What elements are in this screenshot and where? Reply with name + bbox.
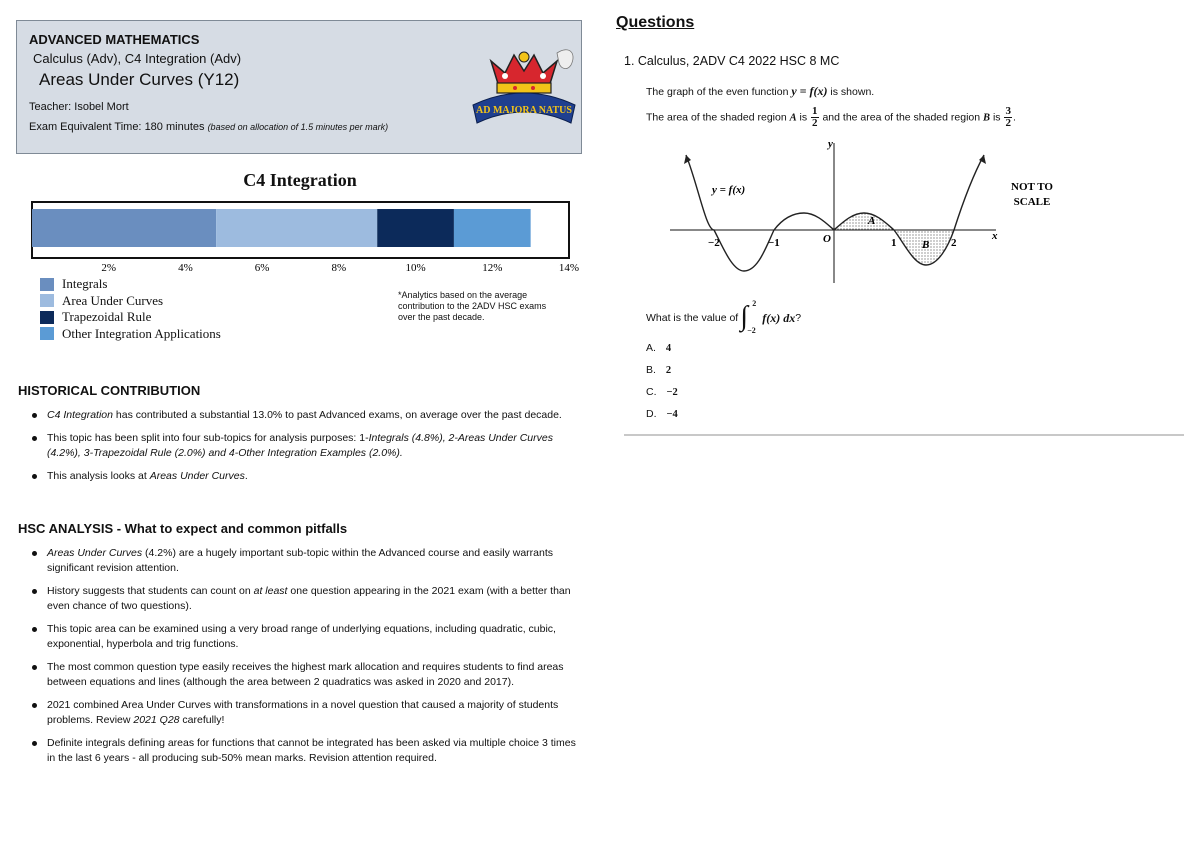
curve-arrow-left	[684, 155, 691, 164]
school-crest-logo	[469, 43, 579, 138]
not-to-scale-line-1: NOT TO	[1011, 181, 1053, 193]
list-item: This topic has been split into four sub-topics for analysis purposes: 1-Integrals (4.8%), 2-Areas Under Curves (4.2%), 3-Trapezoidal Rule (2.0%) and 4-Other Integration Examples (2.0%).	[30, 431, 580, 461]
question-label: 1. Calculus, 2ADV C4 2022 HSC 8 MC	[624, 54, 840, 68]
subject-title: ADVANCED MATHEMATICS	[29, 32, 200, 47]
x-tick-label: 12%	[482, 262, 503, 274]
teacher-line	[29, 101, 129, 113]
x-tick-label: 2%	[101, 262, 117, 274]
list-item: 2021 combined Area Under Curves with transformations in a novel question that caused a majority of students problems. Review 2021 Q28 carefully!	[30, 698, 580, 728]
exam-time: 180 minutes	[144, 121, 205, 133]
x-tick-label: 14%	[558, 262, 580, 274]
y-axis-label: y	[828, 138, 833, 150]
integral-lower-limit: −2	[747, 326, 756, 335]
question-line-1: The graph of the even function y = f(x) is shown.	[646, 84, 875, 98]
questions-heading: Questions	[616, 14, 695, 31]
legend-swatch	[40, 278, 54, 291]
answer-option-a[interactable]: A. 4	[646, 342, 672, 354]
hsc-heading: HSC ANALYSIS - What to expect and common pitfalls	[18, 521, 348, 536]
list-item: This analysis looks at Areas Under Curves.	[30, 469, 580, 484]
x-axis-label: x	[992, 230, 998, 242]
integrand: f(x) dx	[762, 310, 796, 325]
crest-motto: AD MAJORA NATUS	[476, 105, 572, 116]
legend-item	[40, 309, 221, 326]
answer-option-c[interactable]: C. −2	[646, 386, 678, 398]
legend-label: Integrals	[62, 276, 108, 292]
region-b-label: B	[922, 239, 930, 251]
bar-segment-2	[216, 209, 377, 247]
tick-label: −1	[768, 237, 780, 249]
exam-label: Exam Equivalent Time:	[29, 121, 142, 133]
x-tick-label: 6%	[254, 262, 270, 274]
fraction-b: $\frac{3}{2}$	[1005, 105, 1011, 129]
tick-label: 2	[951, 237, 957, 249]
legend-label: Trapezoidal Rule	[62, 309, 152, 325]
integral-upper-limit: 2	[752, 299, 757, 308]
historical-heading: HISTORICAL CONTRIBUTION	[18, 383, 201, 398]
chart-legend	[40, 276, 221, 342]
integral-sign: ∫ 2 −2	[740, 299, 757, 335]
tick-label: −2	[708, 237, 720, 249]
integral-question: What is the value of ∫ 2 −2 f(x) dx ?	[646, 299, 802, 335]
tick-label: 1	[891, 237, 897, 249]
legend-item	[40, 276, 221, 293]
chart-title: C4 Integration	[243, 170, 357, 190]
legend-label: Area Under Curves	[62, 292, 164, 308]
list-item: C4 Integration has contributed a substantial 13.0% to past Advanced exams, on average over the past decade.	[30, 408, 580, 423]
answer-option-b[interactable]: B. 2	[646, 364, 672, 376]
list-item: Definite integrals defining areas for functions that cannot be integrated has been asked via multiple choice 3 times in the last 6 years - all producing sub-50% mean marks. Revision attention required.	[30, 736, 580, 766]
exam-note: (based on allocation of 1.5 minutes per mark)	[207, 122, 389, 132]
hsc-list	[30, 546, 580, 774]
list-item: The most common question type easily receives the highest mark allocation and requires students to find areas between equations and lines (although the area between 2 quadratics was asked in 2020 and 2017).	[30, 660, 580, 690]
stacked-bar-chart	[20, 195, 590, 275]
question-line-2: The area of the shaded region A is $\frac{1}{2}$ and the area of the shaded region B is $\frac{3}{2}$ .	[646, 105, 1016, 129]
historical-list	[30, 408, 580, 492]
header-box	[16, 20, 582, 154]
legend-item	[40, 293, 221, 310]
origin-label: O	[823, 233, 831, 245]
list-item: History suggests that students can count on at least one question appearing in the 2021 exam (with a better than even chance of two questions).	[30, 584, 580, 614]
not-to-scale-line-2: SCALE	[1013, 196, 1051, 208]
x-tick-label: 10%	[405, 262, 426, 274]
list-item: Areas Under Curves (4.2%) are a hugely important sub-topic within the Advanced course and easily warrants significant revision attention.	[30, 546, 580, 576]
bar-segment-3	[377, 209, 454, 247]
answer-option-d[interactable]: D. −4	[646, 408, 678, 420]
list-item: This topic area can be examined using a very broad range of underlying equations, including quadratic, cubic, exponential, hyperbola and trig functions.	[30, 622, 580, 652]
function-expression: y = f(x)	[791, 84, 828, 98]
legend-label: Other Integration Applications	[62, 325, 221, 341]
bar-segment-4	[454, 209, 531, 247]
function-graph	[666, 135, 1066, 290]
legend-swatch	[40, 327, 54, 340]
page-title: Areas Under Curves (Y12)	[39, 70, 240, 89]
fraction-a: $\frac{1}{2}$	[812, 105, 818, 129]
legend-item	[40, 326, 221, 343]
legend-swatch	[40, 294, 54, 307]
topic-subtitle: Calculus (Adv), C4 Integration (Adv)	[33, 51, 242, 66]
legend-swatch	[40, 311, 54, 324]
analytics-note: *Analytics based on the average contribution to the 2ADV HSC exams over the past decade.	[398, 290, 547, 322]
teacher-name: Isobel Mort	[74, 101, 129, 113]
teacher-label: Teacher:	[29, 101, 72, 113]
exam-time-line	[29, 121, 388, 133]
bar-segment-1	[32, 209, 216, 247]
x-tick-label: 4%	[178, 262, 193, 274]
function-label: y = f(x)	[712, 184, 746, 196]
section-divider	[624, 434, 1184, 436]
region-a-label: A	[868, 215, 876, 227]
x-tick-label: 8%	[331, 262, 347, 274]
